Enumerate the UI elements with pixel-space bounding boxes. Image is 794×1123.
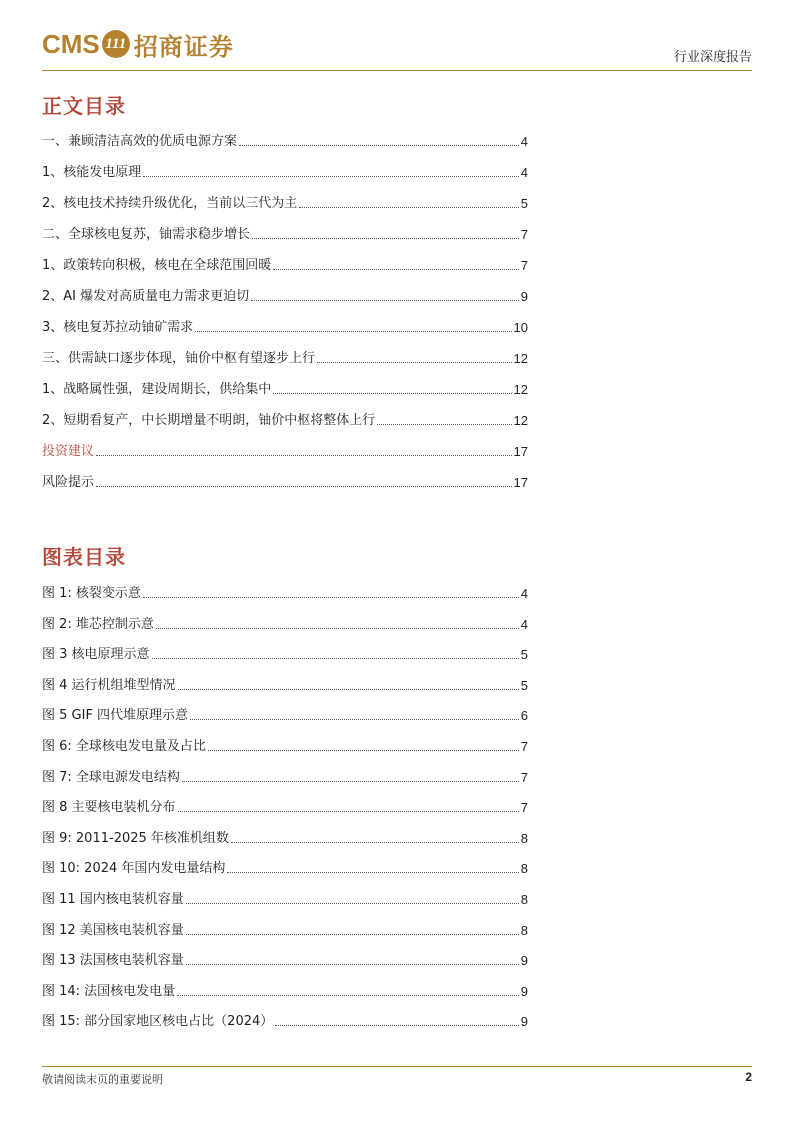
toc-entry-page: 4 xyxy=(520,616,528,632)
toc-entry-page: 7 xyxy=(520,769,528,785)
toc-entry-title: 图 9: 2011-2025 年核准机组数 xyxy=(42,830,229,846)
toc-leader-dots xyxy=(275,1025,518,1026)
toc-leader-dots xyxy=(231,842,519,843)
toc-entry-page: 9 xyxy=(520,983,528,999)
toc-entry-title: 一、兼顾清洁高效的优质电源方案 xyxy=(42,134,238,149)
toc-leader-dots xyxy=(239,145,519,146)
toc-leader-dots xyxy=(273,269,518,270)
toc-entry[interactable] xyxy=(42,134,528,150)
toc-entry[interactable] xyxy=(42,382,528,398)
toc-entry[interactable] xyxy=(42,413,528,429)
toc-entry[interactable] xyxy=(42,861,528,877)
toc-entry[interactable] xyxy=(42,984,528,1000)
toc-entry-page: 17 xyxy=(513,475,528,490)
toc-entry-page: 17 xyxy=(513,444,528,459)
logo-chinese: 招商证券 xyxy=(133,31,234,61)
toc-entry[interactable] xyxy=(42,586,528,602)
page-header xyxy=(42,24,752,70)
toc-entry[interactable] xyxy=(42,831,528,847)
toc-leader-dots xyxy=(186,964,519,965)
toc-leader-dots xyxy=(178,811,519,812)
toc-entry-page: 9 xyxy=(520,953,528,969)
toc-leader-dots xyxy=(177,995,519,996)
toc-leader-dots xyxy=(227,872,518,873)
body-toc-list xyxy=(42,134,528,506)
figure-toc-list xyxy=(42,586,528,1045)
toc-leader-dots xyxy=(317,362,512,363)
toc-leader-dots xyxy=(299,207,518,208)
toc-leader-dots xyxy=(156,628,519,629)
toc-entry[interactable] xyxy=(42,892,528,908)
toc-entry-title: 二、全球核电复苏，铀需求稳步增长 xyxy=(42,227,251,242)
cms-logo xyxy=(42,24,234,64)
toc-leader-dots xyxy=(96,455,512,456)
toc-entry-page: 5 xyxy=(520,196,528,211)
toc-entry-page: 6 xyxy=(520,708,528,724)
toc-leader-dots xyxy=(190,719,519,720)
toc-entry[interactable] xyxy=(42,770,528,786)
logo-latin: CMS xyxy=(42,28,100,59)
toc-entry-title: 图 1: 核裂变示意 xyxy=(42,586,141,601)
toc-entry[interactable] xyxy=(42,320,528,336)
toc-entry-title: 1、政策转向积极，核电在全球范围回暖 xyxy=(42,258,272,273)
toc-entry-title: 图 11 国内核电装机容量 xyxy=(42,891,184,907)
toc-entry-title: 三、供需缺口逐步体现，铀价中枢有望逐步上行 xyxy=(42,351,316,366)
toc-leader-dots xyxy=(143,176,518,177)
toc-entry-title: 3、核电复苏拉动铀矿需求 xyxy=(42,320,194,335)
report-type-label: 行业深度报告 xyxy=(673,50,752,65)
toc-entry-page: 4 xyxy=(520,134,528,149)
toc-entry-title: 图 6: 全球核电发电量及占比 xyxy=(42,738,206,754)
toc-entry-title: 2、短期看复产，中长期增量不明朗，铀价中枢将整体上行 xyxy=(42,413,376,428)
toc-entry-page: 12 xyxy=(513,382,528,397)
toc-entry-page: 9 xyxy=(520,1014,528,1030)
toc-entry[interactable] xyxy=(42,289,528,305)
toc-entry[interactable] xyxy=(42,647,528,663)
toc-leader-dots xyxy=(252,238,519,239)
toc-entry[interactable] xyxy=(42,351,528,367)
toc-entry-title: 投资建议 xyxy=(42,444,95,459)
toc-entry-title: 图 15: 部分国家地区核电占比（2024） xyxy=(42,1014,274,1030)
body-toc-title: 正文目录 xyxy=(42,94,126,118)
toc-entry-page: 12 xyxy=(513,413,528,428)
logo-emblem-icon: 111 xyxy=(102,30,130,58)
toc-entry-page: 8 xyxy=(520,861,528,877)
toc-leader-dots xyxy=(251,300,519,301)
toc-entry-title: 图 13 法国核电装机容量 xyxy=(42,953,184,969)
toc-entry[interactable] xyxy=(42,1014,528,1030)
toc-entry[interactable] xyxy=(42,227,528,243)
toc-entry-title: 2、AI 爆发对高质量电力需求更迫切 xyxy=(42,289,250,304)
toc-leader-dots xyxy=(208,750,519,751)
toc-entry-title: 图 8 主要核电装机分布 xyxy=(42,800,176,816)
toc-entry-page: 9 xyxy=(520,289,528,304)
toc-leader-dots xyxy=(186,903,519,904)
toc-entry-page: 5 xyxy=(520,647,528,663)
toc-entry-title: 图 7: 全球电源发电结构 xyxy=(42,769,180,785)
toc-entry-page: 8 xyxy=(520,891,528,907)
toc-entry-title: 图 12 美国核电装机容量 xyxy=(42,922,184,938)
toc-entry-title: 图 4 运行机组堆型情况 xyxy=(42,677,176,693)
toc-entry-page: 4 xyxy=(520,586,528,601)
toc-entry-title: 图 10: 2024 年国内发电量结构 xyxy=(42,861,226,877)
toc-entry[interactable] xyxy=(42,678,528,694)
toc-entry-title: 图 3 核电原理示意 xyxy=(42,647,150,663)
toc-entry[interactable] xyxy=(42,475,528,491)
toc-leader-dots xyxy=(186,934,519,935)
toc-leader-dots xyxy=(96,486,512,487)
toc-leader-dots xyxy=(152,658,519,659)
toc-entry-title: 图 2: 堆芯控制示意 xyxy=(42,616,154,632)
toc-entry[interactable] xyxy=(42,165,528,181)
toc-entry[interactable] xyxy=(42,923,528,939)
toc-leader-dots xyxy=(273,393,511,394)
toc-leader-dots xyxy=(182,781,519,782)
toc-entry-title: 1、战略属性强，建设周期长，供给集中 xyxy=(42,382,272,397)
toc-entry-page: 7 xyxy=(520,227,528,242)
toc-entry-page: 7 xyxy=(520,258,528,273)
toc-entry-page: 12 xyxy=(513,351,528,366)
toc-entry[interactable] xyxy=(42,708,528,724)
toc-entry[interactable] xyxy=(42,739,528,755)
toc-entry-page: 7 xyxy=(520,800,528,816)
toc-entry-page: 8 xyxy=(520,830,528,846)
toc-entry-title: 2、核电技术持续升级优化，当前以三代为主 xyxy=(42,196,298,211)
toc-entry[interactable] xyxy=(42,258,528,274)
page-number: 2 xyxy=(745,1070,752,1084)
toc-entry-title: 图 5 GIF 四代堆原理示意 xyxy=(42,708,189,724)
toc-entry-page: 5 xyxy=(520,677,528,693)
toc-entry[interactable] xyxy=(42,196,528,212)
toc-entry-page: 10 xyxy=(513,320,528,335)
footer-divider xyxy=(42,1066,752,1067)
toc-leader-dots xyxy=(377,424,511,425)
toc-entry[interactable] xyxy=(42,953,528,969)
toc-entry-page: 4 xyxy=(520,165,528,180)
toc-entry-title: 图 14: 法国核电发电量 xyxy=(42,983,176,999)
header-divider xyxy=(42,70,752,71)
toc-entry[interactable] xyxy=(42,444,528,460)
disclaimer-note: 敬请阅读末页的重要说明 xyxy=(42,1073,163,1086)
toc-leader-dots xyxy=(178,689,519,690)
toc-entry-title: 1、核能发电原理 xyxy=(42,165,142,180)
toc-entry-page: 8 xyxy=(520,922,528,938)
toc-leader-dots xyxy=(143,597,519,598)
figure-toc-title: 图表目录 xyxy=(42,545,126,569)
toc-entry-title: 风险提示 xyxy=(42,475,95,490)
toc-leader-dots xyxy=(195,331,511,332)
toc-entry[interactable] xyxy=(42,617,528,633)
toc-entry[interactable] xyxy=(42,800,528,816)
toc-entry-page: 7 xyxy=(520,738,528,754)
